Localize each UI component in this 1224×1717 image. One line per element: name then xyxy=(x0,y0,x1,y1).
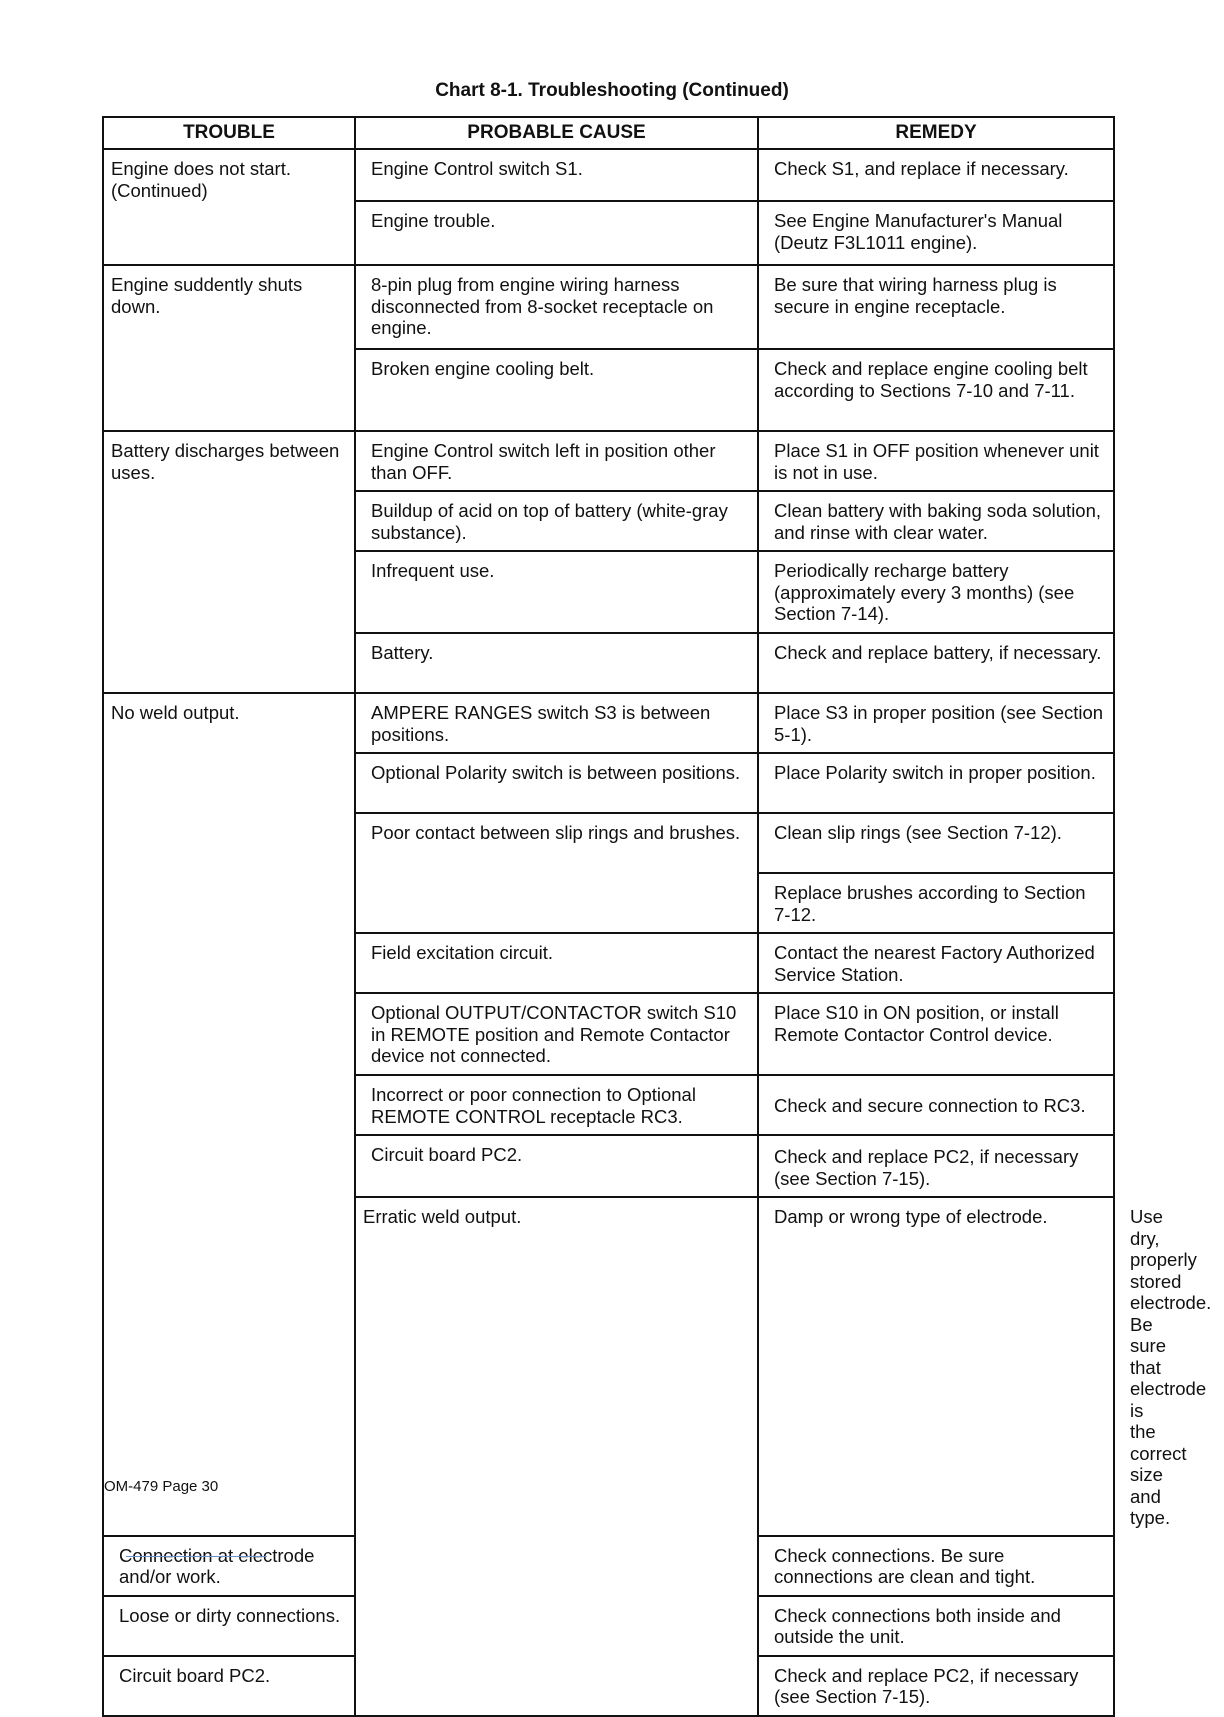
header-trouble: TROUBLE xyxy=(103,117,355,149)
table-row xyxy=(103,693,1114,753)
cause-cell: Battery. xyxy=(355,633,758,693)
cause-cell: Engine Control switch S1. xyxy=(355,149,758,201)
remedy-cell: Place Polarity switch in proper position. xyxy=(758,753,1114,813)
cause-cell: Circuit board PC2. xyxy=(103,1656,355,1716)
cause-cell: Engine trouble. xyxy=(355,201,758,265)
cause-cell: Damp or wrong type of electrode. xyxy=(758,1197,1114,1536)
header-remedy: REMEDY xyxy=(758,117,1114,149)
remedy-cell: Clean battery with baking soda solution, and rinse with clear water. xyxy=(758,491,1114,551)
cause-cell: AMPERE RANGES switch S3 is between positions. xyxy=(355,693,758,753)
remedy-cell: Place S1 in OFF position whenever unit is not in use. xyxy=(758,431,1114,491)
remedy-cell: Check S1, and replace if necessary. xyxy=(758,149,1114,201)
remedy-cell: Be sure that wiring harness plug is secure in engine receptacle. xyxy=(758,265,1114,349)
cause-cell: Circuit board PC2. xyxy=(355,1135,758,1197)
remedy-cell: Check and replace battery, if necessary. xyxy=(758,633,1114,693)
cause-cell: Loose or dirty connections. xyxy=(103,1596,355,1656)
trouble-cell: Engine does not start. (Continued) xyxy=(103,149,355,265)
bottom-rule xyxy=(126,1556,267,1557)
remedy-cell: Check connections. Be sure connections are clean and tight. xyxy=(758,1536,1114,1596)
remedy-cell: Place S3 in proper position (see Section 5-1). xyxy=(758,693,1114,753)
troubleshooting-table xyxy=(102,116,1212,1717)
cause-cell: Buildup of acid on top of battery (white-gray substance). xyxy=(355,491,758,551)
remedy-cell: Place S10 in ON position, or install Remote Contactor Control device. xyxy=(758,993,1114,1075)
cause-cell: Incorrect or poor connection to Optional REMOTE CONTROL receptacle RC3. xyxy=(355,1075,758,1135)
trouble-cell: Erratic weld output. xyxy=(355,1197,758,1716)
cause-cell: Optional Polarity switch is between positions. xyxy=(355,753,758,813)
cause-cell: Optional OUTPUT/CONTACTOR switch S10 in REMOTE position and Remote Contactor device not connected. xyxy=(355,993,758,1075)
cause-cell: Field excitation circuit. xyxy=(355,933,758,993)
cause-cell: Engine Control switch left in position other than OFF. xyxy=(355,431,758,491)
cause-cell: Poor contact between slip rings and brushes. xyxy=(355,813,758,933)
remedy-cell: Check and replace PC2, if necessary (see Section 7-15). xyxy=(758,1135,1114,1197)
trouble-cell: Engine suddently shuts down. xyxy=(103,265,355,431)
table-row xyxy=(103,265,1114,349)
remedy-cell: Clean slip rings (see Section 7-12). xyxy=(758,813,1114,873)
header-probable-cause: PROBABLE CAUSE xyxy=(355,117,758,149)
cause-cell: Infrequent use. xyxy=(355,551,758,633)
table-row: Erratic weld output. Damp or wrong type of electrode. Use dry, properly stored electrode. Be sure that electrode is the correct size and type. xyxy=(103,1197,1114,1536)
cause-cell: Broken engine cooling belt. xyxy=(355,349,758,431)
remedy-cell: Replace brushes according to Section 7-12. xyxy=(758,873,1114,933)
remedy-cell: Check and replace engine cooling belt according to Sections 7-10 and 7-11. xyxy=(758,349,1114,431)
trouble-cell: Battery discharges between uses. xyxy=(103,431,355,693)
table-row xyxy=(103,431,1114,491)
remedy-cell: Check connections both inside and outside the unit. xyxy=(758,1596,1114,1656)
trouble-cell: No weld output. xyxy=(103,693,355,1536)
remedy-cell: See Engine Manufacturer's Manual (Deutz F3L1011 engine). xyxy=(758,201,1114,265)
cause-cell: 8-pin plug from engine wiring harness disconnected from 8-socket receptacle on engine. xyxy=(355,265,758,349)
remedy-cell: Check and replace PC2, if necessary (see Section 7-15). xyxy=(758,1656,1114,1716)
remedy-cell: Periodically recharge battery (approximately every 3 months) (see Section 7-14). xyxy=(758,551,1114,633)
remedy-cell: Contact the nearest Factory Authorized Service Station. xyxy=(758,933,1114,993)
chart-title: Chart 8-1. Troubleshooting (Continued) xyxy=(435,80,789,101)
remedy-cell: Check and secure connection to RC3. xyxy=(758,1075,1114,1135)
page-footer: OM-479 Page 30 xyxy=(104,1478,219,1495)
cause-cell: Connection at electrode and/or work. xyxy=(103,1536,355,1596)
table-header-row xyxy=(103,117,1114,149)
table-row xyxy=(103,149,1114,201)
